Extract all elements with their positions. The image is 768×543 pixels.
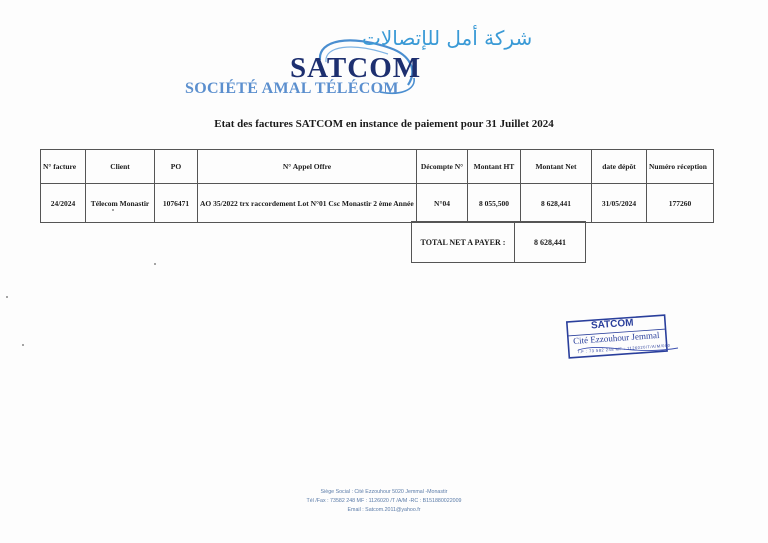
total-label: TOTAL NET A PAYER : (412, 222, 515, 263)
company-name: SOCIÉTÉ AMAL TÉLÉCOM (185, 80, 399, 97)
cell-decompte: N°04 (417, 184, 468, 223)
cell-client: Télecom Monastir (86, 184, 155, 223)
cell-numero-reception: 177260 (647, 184, 714, 223)
cell-appel-offre: AO 35/2022 trx raccordement Lot N°01 Csc Monastir 2 ème Année (198, 184, 417, 223)
header-facture: N° facture (41, 150, 86, 184)
footer-address: Siège Social : Cité Ezzouhour 5020 Jemmal -Monastir (320, 489, 448, 495)
header-client: Client (86, 150, 155, 184)
cell-montant-net: 8 628,441 (521, 184, 592, 223)
scan-speck (22, 344, 24, 346)
total-value: 8 628,441 (515, 222, 586, 263)
table-header-row (41, 150, 714, 184)
table-row (41, 184, 714, 223)
scan-speck (112, 209, 114, 211)
stamp-company: SATCOM (590, 317, 634, 332)
header-po: PO (155, 150, 198, 184)
header-numero-reception: Numéro réception (647, 150, 714, 184)
cell-po: 1076471 (155, 184, 198, 223)
scan-speck (6, 296, 8, 298)
footer-email: Email : Satcom.2011@yahoo.fr (347, 507, 421, 513)
stamp-address: Cité Ezzouhour Jemmal (572, 329, 660, 347)
header-appel-offre: N° Appel Offre (198, 150, 417, 184)
header-decompte: Décompte N° (417, 150, 468, 184)
document-title: Etat des factures SATCOM en instance de paiement pour 31 Juillet 2024 (214, 118, 554, 130)
header-date-depot: date dépôt (592, 150, 647, 184)
invoice-table (40, 149, 714, 223)
stamp-small-text: T.F : 73 582 248 MF : 1126020/T/A/M/000 (576, 342, 671, 355)
cell-date-depot: 31/05/2024 (592, 184, 647, 223)
scan-speck (154, 263, 156, 265)
cell-facture: 24/2024 (41, 184, 86, 223)
brand-logo-text: SATCOM (290, 52, 422, 84)
arabic-company-name: شركة أمل للإتصالات (362, 26, 533, 50)
header-montant-ht: Montant HT (468, 150, 521, 184)
total-table (411, 221, 586, 263)
total-row (412, 222, 586, 263)
footer-phone: Tél /Fax : 73582 248 MF : 1126020 /T /A/M -RC : B151880022009 (306, 498, 462, 504)
cell-montant-ht: 8 055,500 (468, 184, 521, 223)
header-montant-net: Montant Net (521, 150, 592, 184)
